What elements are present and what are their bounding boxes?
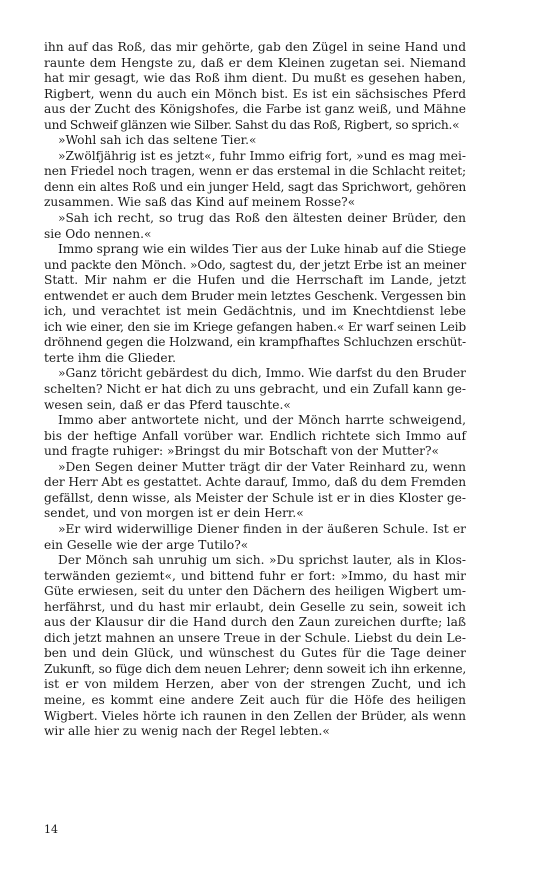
text-line: wesen sein, daß er das Pferd tauschte.«	[44, 397, 291, 412]
text-line: bis der heftige Anfall vorüber war. Endlich richtete sich Immo auf	[44, 428, 466, 443]
text-line: dröhnend gegen die Holzwand, ein krampfhaftes Schluchzen erschüt-	[44, 335, 466, 350]
text-line: der Herr Abt es gestattet. Achte darauf, Immo, daß du dem Fremden	[44, 475, 466, 490]
text-line: und fragte ruhiger: »Bringst du mir Botschaft von der Mutter?«	[44, 444, 439, 459]
text-line: »Zwölfjährig ist es jetzt«, fuhr Immo eifrig fort, »und es mag mei-	[58, 148, 466, 163]
text-line: Statt. Mir nahm er die Hufen und die Herrschaft im Lande, jetzt	[44, 273, 466, 288]
text-line: Immo sprang wie ein wildes Tier aus der Luke hinab auf die Stiege	[58, 242, 466, 257]
text-line: ben und dein Glück, und wünschest du Gutes für die Tage deiner	[44, 646, 466, 661]
text-line: dich jetzt mahnen an unsere Treue in der Schule. Liebst du dein Le-	[44, 630, 466, 645]
text-line: nen Friedel noch tragen, wenn er das erstemal in die Schlacht reitet;	[44, 164, 466, 179]
text-line: »Ganz töricht gebärdest du dich, Immo. Wie darfst du den Bruder	[58, 366, 466, 381]
text-line: Wigbert. Vieles hörte ich raunen in den Zellen der Brüder, als wenn	[44, 708, 466, 723]
text-line: ist er von mildem Herzen, aber von der strengen Zucht, und ich	[44, 677, 466, 692]
text-line: aus der Klausur dir die Hand durch den Zaun zureichen durfte; laß	[44, 615, 466, 630]
text-line: Güte erwiesen, seit du unter den Dächern des heiligen Wigbert um-	[44, 584, 466, 599]
body-text	[44, 40, 466, 740]
text-line: zusammen. Wie saß das Kind auf meinem Rosse?«	[44, 195, 356, 210]
text-line: ein Geselle wie der arge Tutilo?«	[44, 537, 249, 552]
text-line: Zukunft, so füge dich dem neuen Lehrer; denn soweit ich ihn erkenne,	[44, 661, 466, 676]
text-line: hat mir gesagt, wie das Roß ihm dient. Du mußt es gesehen haben,	[44, 71, 466, 86]
text-line: sie Odo nennen.«	[44, 226, 152, 241]
text-line: Der Mönch sah unruhig um sich. »Du sprichst lauter, als in Klos-	[58, 553, 466, 568]
text-line: aus der Zucht des Königshofes, die Farbe ist ganz weiß, und Mähne	[44, 102, 466, 117]
text-line: denn ein altes Roß und ein junger Held, sagt das Sprichwort, gehören	[44, 179, 466, 194]
text-line: und packte den Mönch. »Odo, sagtest du, der jetzt Erbe ist an meiner	[44, 257, 466, 272]
text-line: und Schweif glänzen wie Silber. Sahst du das Roß, Rigbert, so sprich.«	[44, 117, 460, 132]
text-line: »Den Segen deiner Mutter trägt dir der Vater Reinhard zu, wenn	[58, 459, 466, 474]
text-line: herfährst, und du hast mir erlaubt, dein Geselle zu sein, soweit ich	[44, 599, 466, 614]
text-line: entwendet er auch dem Bruder mein letztes Geschenk. Vergessen bin	[44, 288, 466, 303]
text-line: Rigbert, wenn du auch ein Mönch bist. Es ist ein sächsisches Pferd	[44, 86, 466, 101]
text-line: ich wie einer, den sie im Kriege gefangen haben.« Er warf seinen Leib	[44, 319, 466, 334]
text-line: »Sah ich recht, so trug das Roß den ältesten deiner Brüder, den	[58, 211, 466, 226]
text-line: meine, es kommt eine andere Zeit auch für die Höfe des heiligen	[44, 692, 466, 707]
text-line: ihn auf das Roß, das mir gehörte, gab den Zügel in seine Hand und	[44, 40, 466, 54]
text-line: schelten? Nicht er hat dich zu uns gebracht, und ein Zufall kann ge-	[44, 382, 466, 397]
text-line: raunte dem Hengste zu, daß er dem Kleinen zugetan sei. Niemand	[44, 55, 466, 70]
text-line: ich, und verachtet ist mein Gedächtnis, und im Knechtdienst lebe	[44, 304, 466, 319]
text-line: »Wohl sah ich das seltene Tier.«	[58, 133, 257, 148]
text-line: Immo aber antwortete nicht, und der Mönch harrte schweigend,	[58, 413, 466, 428]
text-line: gefällst, denn wisse, als Meister der Schule ist er in dies Kloster ge-	[44, 490, 466, 505]
text-line: sendet, und von morgen ist er dein Herr.«	[44, 506, 304, 521]
page-number: 14	[44, 823, 58, 836]
text-line: »Er wird widerwillige Diener finden in der äußeren Schule. Ist er	[58, 521, 466, 536]
text-line: wir alle hier zu wenig nach der Regel lebten.«	[44, 724, 330, 739]
text-line: terwänden geziemt«, und bittend fuhr er fort: »Immo, du hast mir	[44, 568, 466, 583]
text-line: terte ihm die Glieder.	[44, 350, 177, 365]
